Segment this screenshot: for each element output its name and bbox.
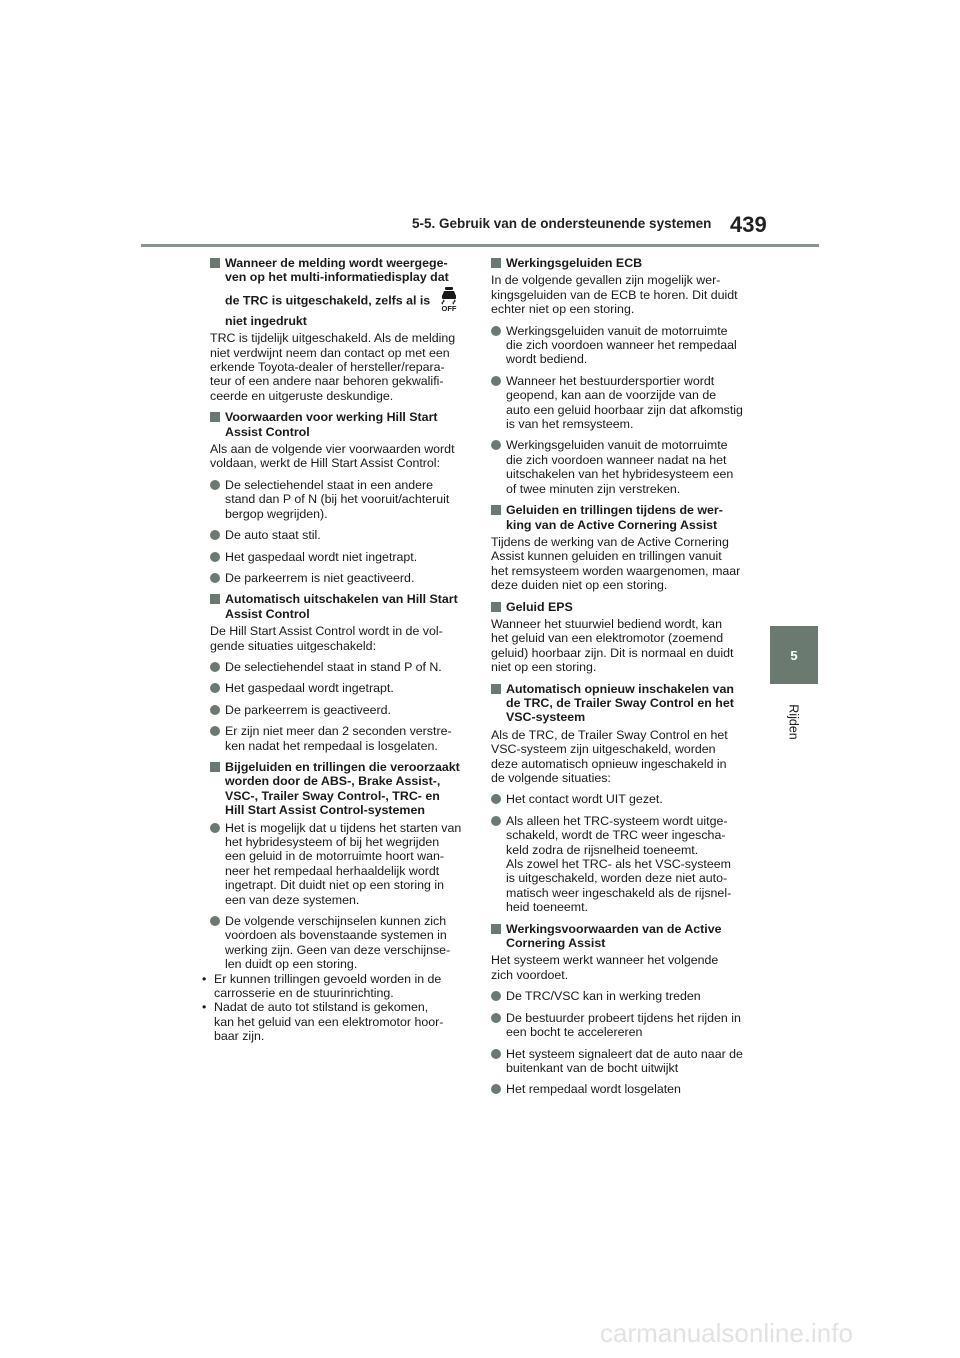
- circle-bullet-icon: [491, 1084, 501, 1094]
- chapter-tab: [770, 626, 818, 684]
- list-item: De TRC/VSC kan in werking treden: [491, 989, 753, 1003]
- square-icon: [491, 505, 501, 515]
- heading-active-cornering-conditions: Werkingsvoorwaarden van de Active Cornering Assist: [491, 922, 753, 951]
- circle-bullet-icon: [491, 1049, 501, 1059]
- list-item: De selectiehendel staat in stand P of N.: [210, 660, 468, 674]
- circle-bullet-icon: [210, 573, 220, 583]
- sub-list-item: • Er kunnen trillingen gevoeld worden in de carrosserie en de stuurinrichting.: [202, 971, 442, 1001]
- heading-hill-start-disable: Automatisch uitschakelen van Hill Start Assist Control: [210, 592, 468, 621]
- list-item: De auto staat stil.: [210, 528, 468, 542]
- list-item: De parkeerrem is niet geactiveerd.: [210, 571, 468, 585]
- list-item: Het gaspedaal wordt ingetrapt.: [210, 681, 468, 695]
- svg-text:OFF: OFF: [441, 303, 457, 312]
- list-item: Het rempedaal wordt losgelaten: [491, 1082, 753, 1096]
- square-icon: [210, 258, 220, 268]
- circle-bullet-icon: [210, 683, 220, 693]
- heading-trc-message: Wanneer de melding wordt weergege- ven op het multi-informatiedisplay dat de TRC is uitgeschakeld, zelfs al is OFF niet ingedrukt: [210, 256, 468, 328]
- chapter-label: Rijden: [787, 704, 801, 740]
- circle-bullet-icon: [491, 376, 501, 386]
- list-item: Het is mogelijk dat u tijdens het starten van het hybridesysteem of bij het wegrijden een geluid in de motorruimte hoort wan- neer het rempedaal herhaaldelijk wordt ingetrapt. Dit duidt niet op een storing in een van deze systemen.: [210, 821, 468, 907]
- paragraph-active-cornering-conditions: Het systeem werkt wanneer het volgende zich voordoet.: [491, 953, 719, 982]
- circle-bullet-icon: [210, 662, 220, 672]
- heading-noises-vibrations: Bijgeluiden en trillingen die veroorzaakt worden door de ABS-, Brake Assist-, VSC-, Trailer Sway Control-, TRC- en Hill Start Assist Control-systemen: [210, 760, 468, 818]
- square-icon: [491, 924, 501, 934]
- list-item: Er zijn niet meer dan 2 seconden verstre- ken nadat het rempedaal is losgelaten.: [210, 724, 468, 753]
- paragraph-auto-reenable: Als de TRC, de Trailer Sway Control en het VSC-systeem zijn uitgeschakeld, worden deze automatisch opnieuw ingeschakeld in de volgende situaties:: [491, 727, 728, 785]
- list-item: De bestuurder probeert tijdens het rijden in een bocht te accelereren: [491, 1011, 753, 1040]
- heading-auto-reenable: Automatisch opnieuw inschakelen van de TRC, de Trailer Sway Control en het VSC-systeem: [491, 682, 753, 725]
- sub-bullet: •: [202, 971, 207, 986]
- heading-active-cornering-noise: Geluiden en trillingen tijdens de wer- king van de Active Cornering Assist: [491, 503, 753, 532]
- paragraph-hill-start-disable: De Hill Start Assist Control wordt in de vol- gende situaties uitgeschakeld:: [210, 624, 443, 653]
- circle-bullet-icon: [491, 816, 501, 826]
- circle-bullet-icon: [491, 794, 501, 804]
- list-item: De parkeerrem is geactiveerd.: [210, 703, 468, 717]
- square-icon: [210, 594, 220, 604]
- circle-bullet-icon: [210, 552, 220, 562]
- watermark: carmanualsonline.info: [600, 1318, 853, 1348]
- square-icon: [210, 762, 220, 772]
- chapter-label-wrap: [770, 692, 818, 752]
- list-item: De selectiehendel staat in een andere stand dan P of N (bij het vooruit/achteruit bergop wegrijden).: [210, 478, 468, 521]
- square-icon: [210, 412, 220, 422]
- list-item: Als alleen het TRC-systeem wordt uitge- schakeld, wordt de TRC weer ingescha- keld zodra de rijsnelheid toeneemt. Als zowel het TRC- als het VSC-systeem is uitgeschakeld, worden deze niet auto- matisch weer ingeschakeld als de rijsnel- heid toeneemt.: [491, 814, 753, 915]
- heading-eps-sound: Geluid EPS: [491, 600, 753, 614]
- square-icon: [491, 602, 501, 612]
- right-column: [491, 256, 753, 1104]
- list-item: Werkingsgeluiden vanuit de motorruimte die zich voordoen wanneer nadat na het uitschakelen van het hybridesysteem een of twee minuten zijn verstreken.: [491, 438, 753, 496]
- circle-bullet-icon: [210, 726, 220, 736]
- list-item: Het gaspedaal wordt niet ingetrapt.: [210, 550, 468, 564]
- sub-list-item: • Nadat de auto tot stilstand is gekomen, kan het geluid van een elektromotor hoor- baar zijn.: [202, 1000, 444, 1044]
- page-number: 439: [730, 212, 767, 237]
- list-item: De volgende verschijnselen kunnen zich voordoen als bovenstaande systemen in werking zijn. Geen van deze verschijnse- len duidt op een storing.: [210, 914, 468, 972]
- list-item: Het contact wordt UIT gezet.: [491, 792, 753, 806]
- sub-bullet: •: [202, 1000, 207, 1015]
- section-title: 5-5. Gebruik van de ondersteunende systemen: [412, 216, 712, 231]
- paragraph-hill-start: Als aan de volgende vier voorwaarden wordt voldaan, werkt de Hill Start Assist Control:: [210, 442, 455, 471]
- circle-bullet-icon: [491, 991, 501, 1001]
- heading-hill-start-conditions: Voorwaarden voor werking Hill Start Assist Control: [210, 410, 468, 439]
- trc-off-icon: [438, 286, 460, 312]
- paragraph-active-cornering: Tijdens de werking van de Active Cornering Assist kunnen geluiden en trillingen vanuit het remsysteem worden waargenomen, maar deze duiden niet op een storing.: [491, 534, 741, 593]
- circle-bullet-icon: [210, 530, 220, 540]
- circle-bullet-icon: [210, 916, 220, 926]
- list-item: Werkingsgeluiden vanuit de motorruimte die zich voordoen wanneer het rempedaal wordt bediend.: [491, 324, 753, 367]
- left-column: [202, 256, 468, 1044]
- circle-bullet-icon: [491, 1013, 501, 1023]
- circle-bullet-icon: [210, 823, 220, 833]
- square-icon: [491, 258, 501, 268]
- paragraph-eps: Wanneer het stuurwiel bediend wordt, kan het geluid van een elektromotor (zoemend geluid) hoorbaar zijn. Dit is normaal en duidt niet op een storing.: [491, 616, 734, 675]
- list-item: Het systeem signaleert dat de auto naar de buitenkant van de bocht uitwijkt: [491, 1047, 753, 1076]
- circle-bullet-icon: [491, 326, 501, 336]
- heading-ecb-sounds: Werkingsgeluiden ECB: [491, 256, 753, 270]
- chapter-number: 5: [790, 647, 798, 663]
- paragraph-trc: TRC is tijdelijk uitgeschakeld. Als de melding niet verdwijnt neem dan contact op met een erkende Toyota-dealer of hersteller/repara- teur of een andere naar behoren gekwalifi- ceerde en uitgeruste deskundige.: [210, 331, 456, 403]
- circle-bullet-icon: [491, 440, 501, 450]
- square-icon: [491, 684, 501, 694]
- paragraph-ecb: In de volgende gevallen zijn mogelijk wer- kingsgeluiden van de ECB te horen. Dit duidt echter niet op een storing.: [491, 273, 738, 317]
- header-rule: [141, 244, 819, 247]
- circle-bullet-icon: [210, 705, 220, 715]
- circle-bullet-icon: [210, 480, 220, 490]
- list-item: Wanneer het bestuurdersportier wordt geopend, kan aan de voorzijde van de auto een geluid hoorbaar zijn dat afkomstig is van het remsysteem.: [491, 374, 753, 432]
